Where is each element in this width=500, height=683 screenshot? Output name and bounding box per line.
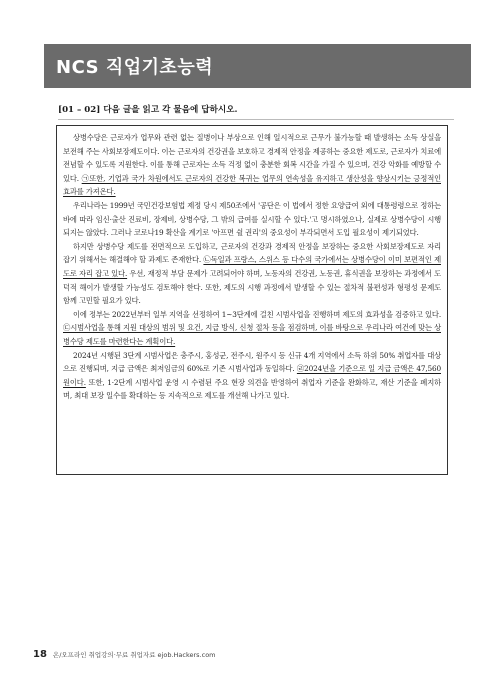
underlined-sentence-a: ㉠또한, 기업과 국가 차원에서도 근로자의 건강한 복귀는 업무의 연속성을 유지하고 생산성을 향상시키는 긍정적인 효과를 가져온다. bbox=[63, 173, 441, 197]
section-banner bbox=[44, 44, 471, 88]
page-number: 18 bbox=[33, 649, 47, 660]
underlined-sentence-d: ㉣2024년을 기준으로 일 지급 금액은 47,560원이다. bbox=[63, 364, 441, 387]
section-title: NCS 직업기초능력 bbox=[56, 57, 214, 78]
footer-text: 온/오프라인 취업강의·무료 취업자료 ejob.Hackers.com bbox=[52, 651, 216, 659]
underlined-sentence-c: ㉢시범사업을 통해 지원 대상의 범위 및 요건, 지급 방식, 신청 절차 등을 점검하며, 이를 바탕으로 우리나라 여건에 맞는 상병수당 제도를 마련한다는 계획이다. bbox=[63, 323, 441, 346]
paragraph-text: 하지만 상병수당 제도를 전면적으로 도입하고, 근로자의 건강과 경제적 안정을 보장하는 중요한 사회보장제도로 자리 잡기 위해서는 해결해야 할 과제도 존재한다. bbox=[63, 241, 441, 265]
passage-box bbox=[56, 125, 448, 475]
page-footer bbox=[33, 649, 216, 660]
paragraph-text: 상병수당은 근로자가 업무와 관련 없는 질병이나 부상으로 인해 일시적으로 근무가 불가능할 때 발생하는 소득 상실을 보전해 주는 사회보장제도이다. 이는 근로자의 건강권을 보호하고 경제적 안정을 제공하는 중요한 제도로, 근로자가 치료에 전념할 수 있도록 지원한다. 이를 통해 근로자는 소득 걱정 없이 충분한 회복 시간을 가질 수 있으며, 건강 악화를 예방할 수 있다. bbox=[63, 133, 441, 183]
paragraph-text: 이에 정부는 2022년부터 일부 지역을 선정하여 1~3단계에 걸친 시범사업을 진행하며 제도의 효과성을 검증하고 있다. bbox=[73, 309, 441, 319]
paragraph-text: 2024년 시행된 3단계 시범사업은 충주시, 홍성군, 전주시, 원주시 등 신규 4개 지역에서 소득 하위 50% 취업자를 대상으로 진행되며, 지급 금액은 최저임금의 60%로 기존 시범사업과 동일하다. bbox=[63, 350, 441, 374]
question-instruction: [01 – 02] 다음 글을 읽고 각 물음에 답하시오. bbox=[58, 105, 238, 115]
paragraph-text: 우선, 재정적 부담 문제가 고려되어야 하며, 노동자의 건강권, 노동권, 휴식권을 보장하는 과정에서 도덕적 해이가 발생할 가능성도 검토해야 한다. 또한, 제도의 시행 과정에서 발생할 수 있는 절차적 불편성과 형평성 문제도 함께 고민할 필요가 있다. bbox=[63, 268, 441, 306]
passage-paragraph-3 bbox=[63, 240, 441, 308]
paragraph-text: 또한, 1·2단계 시범사업 운영 시 수렴된 주요 현장 의견을 반영하여 취업자 기준을 완화하고, 재산 기준을 폐지하며, 최대 보장 일수를 확대하는 등 지속적으로 제도를 개선해 나가고 있다. bbox=[63, 377, 441, 401]
paragraph-text: 우리나라는 1999년 국민건강보험법 제정 당시 제50조에서 '공단은 이 법에서 정한 요양급여 외에 대통령령으로 정하는 바에 따라 임신·출산 진료비, 장제비, 상병수당, 그 밖의 급여를 실시할 수 있다.'고 명시하였으나, 실제로 상병수당이 시행되지는 않았다. 그러나 코로나19 확산을 계기로 '아프면 쉴 권리'의 중요성이 부각되면서 도입 필요성이 제기되었다. bbox=[63, 200, 441, 238]
passage-paragraph-1 bbox=[63, 131, 441, 199]
question-divider bbox=[58, 119, 454, 120]
passage-paragraph-2 bbox=[63, 199, 441, 240]
underlined-sentence-b: ㉡독일과 프랑스, 스위스 등 다수의 국가에서는 상병수당이 이미 보편적인 제도로 자리 잡고 있다. bbox=[63, 255, 441, 278]
passage-paragraph-5 bbox=[63, 349, 441, 403]
passage-paragraph-4 bbox=[63, 308, 441, 349]
